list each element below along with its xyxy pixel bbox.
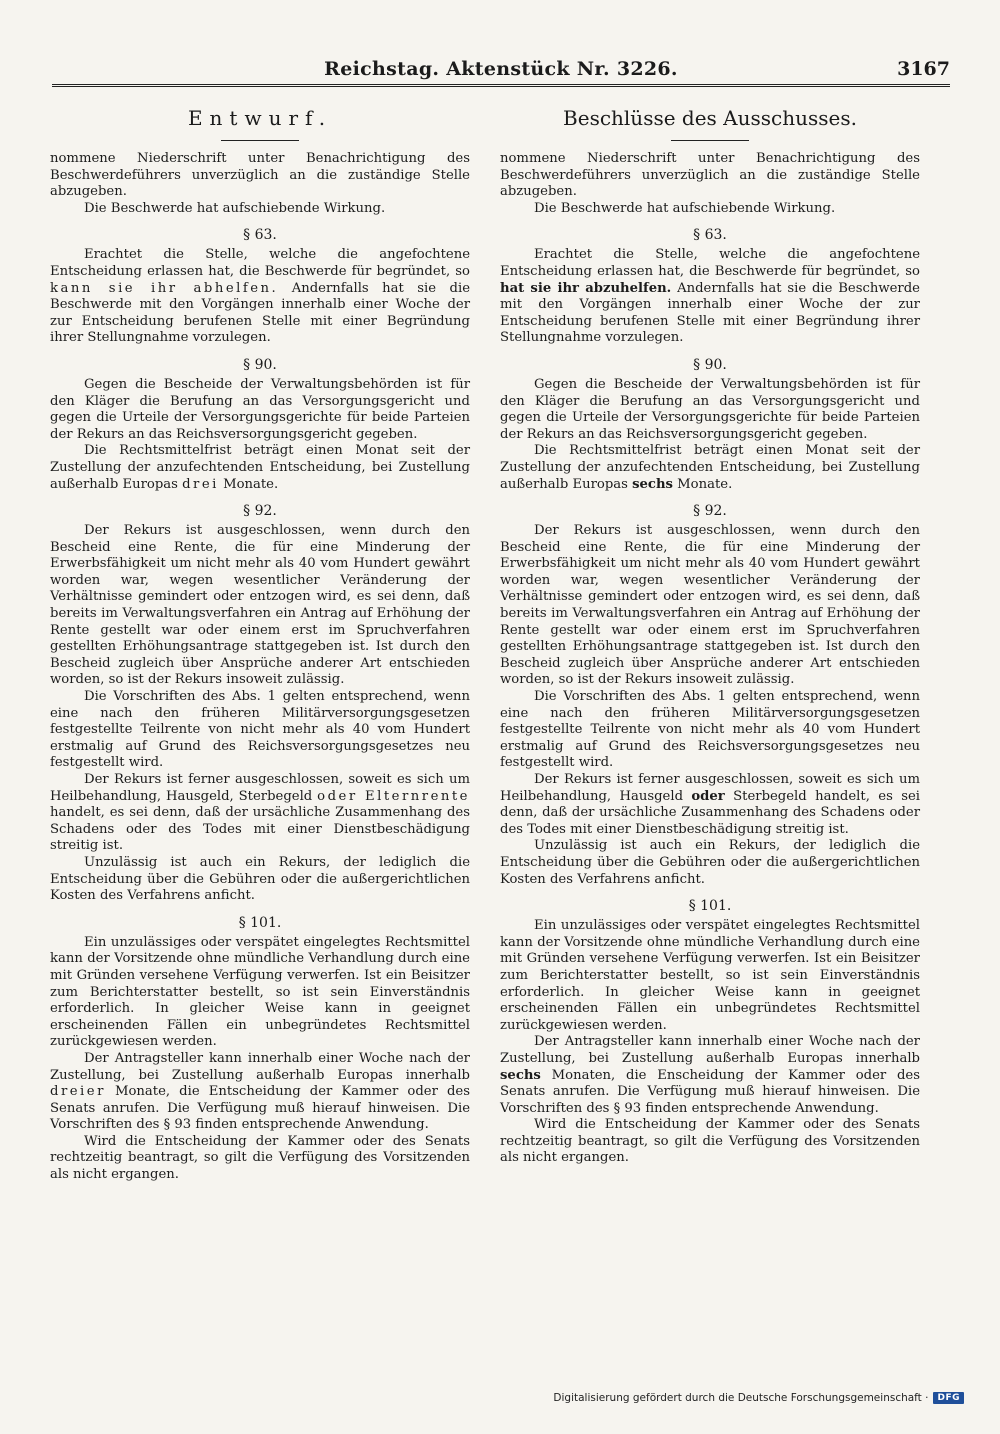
section-heading: § 101. <box>238 914 282 931</box>
emphasized-text: kann sie ihr abhelfen. <box>50 280 279 296</box>
paragraph: Die Beschwerde hat aufschiebende Wirkung. <box>534 200 836 216</box>
text-run: Monate. <box>672 476 733 492</box>
paragraph <box>50 247 470 347</box>
column-committee-resolutions <box>500 104 920 1167</box>
paragraph: Der Rekurs ist ausgeschlossen, wenn durch den Bescheid eine Rente, die für eine Minderung der Erwerbsfähigkeit um nicht mehr als 40 vom Hundert gewährt worden war, wegen wesentlicher Veränderung der Verhältnisse gemindert oder entzogen wird, es sei denn, daß bereits im Verwaltungsverfahren ein Antrag auf Erhöhung der Rente gestellt war oder einem erst im Spruchverfahren gestellten Erhöhungsantrage stattgegeben ist. Ist durch den Bescheid zugleich über Ansprüche anderer Art entschieden worden, so ist der Rekurs insoweit zulässig. <box>50 523 470 688</box>
paragraph <box>500 247 920 347</box>
bold-text: sechs <box>632 476 673 492</box>
text-run: Erachtet die Stelle, welche die angefochtene Entscheidung erlassen hat, die Beschwerde für begründet, so <box>500 247 920 279</box>
section-heading: § 90. <box>243 356 277 373</box>
column-draft <box>50 104 470 1184</box>
bold-text: hat sie ihr abzuhelfen. <box>500 280 672 296</box>
paragraph: Ein unzulässiges oder verspätet eingelegtes Rechtsmittel kann der Vorsitzende ohne mündliche Verhandlung durch eine mit Gründen versehene Verfügung verwerfen. Ist ein Beisitzer zum Berichterstatter bestellt, so ist sein Einverständnis erforderlich. In gleicher Weise kann in geeignet erscheinenden Fällen ein unbegründetes Rechtsmittel zurückgewiesen werden. <box>50 934 470 1050</box>
header-rule <box>52 84 950 87</box>
text-run: Monaten, die Enscheidung der Kammer oder des Senats anrufen. Die Verfügung muß hierauf hinweisen. Die Vorschriften des § 93 finden entsprechende Anwendung. <box>500 1067 920 1116</box>
emphasized-text: drei <box>182 476 219 492</box>
paragraph: Wird die Entscheidung der Kammer oder des Senats rechtzeitig beantragt, so gilt die Verfügung des Vorsitzenden als nicht ergangen. <box>500 1117 920 1166</box>
paragraph: Unzulässig ist auch ein Rekurs, der lediglich die Entscheidung über die Gebühren oder die außergerichtlichen Kosten des Verfahrens anficht. <box>500 838 920 887</box>
text-run: Der Antragsteller kann innerhalb einer Woche nach der Zustellung, bei Zustellung außerhalb Europas innerhalb <box>50 1050 470 1083</box>
text-run: Die Rechtsmittelfrist beträgt einen Monat seit der Zustellung der anzufechtenden Entscheidung, bei Zustellung außerhalb Europas <box>50 443 470 492</box>
paragraph <box>500 443 920 493</box>
paragraph: Die Vorschriften des Abs. 1 gelten entsprechend, wenn eine nach den früheren Militärversorgungsgesetzen festgestellte Teilrente von nicht mehr als 40 vom Hundert erstmalig auf Grund des Reichsversorgungsgesetzes neu festgestellt wird. <box>500 689 920 771</box>
text-run: Der Antragsteller kann innerhalb einer Woche nach der Zustellung, bei Zustellung außerhalb Europas innerhalb <box>500 1034 920 1066</box>
paragraph: Ein unzulässiges oder verspätet eingelegtes Rechtsmittel kann der Vorsitzende ohne mündliche Verhandlung durch eine mit Gründen versehene Verfügung verwerfen. Ist ein Beisitzer zum Berichterstatter bestellt, so ist sein Einverständnis erforderlich. In gleicher Weise kann in geeignet erscheinenden Fällen ein unbegründetes Rechtsmittel zurückgewiesen werden. <box>500 918 920 1033</box>
paragraph <box>50 772 470 855</box>
heading-rule <box>221 140 299 141</box>
section-heading: § 90. <box>693 356 727 373</box>
text-run: Andernfalls hat sie die Beschwerde mit den Vorgängen innerhalb einer Woche der zur Entscheidung berufenen Stelle mit einer Begründung ihrer Stellungnahme vorzulegen. <box>50 280 470 346</box>
paragraph <box>50 443 470 493</box>
paragraph: Unzulässig ist auch ein Rekurs, der lediglich die Entscheidung über die Gebühren oder die außergerichtlichen Kosten des Verfahrens anficht. <box>50 854 470 904</box>
paragraph: Der Rekurs ist ausgeschlossen, wenn durch den Bescheid eine Rente, die für eine Minderung der Erwerbsfähigkeit um nicht mehr als 40 vom Hundert gewährt worden war, wegen wesentlicher Veränderung der Verhältnisse gemindert oder entzogen wird, es sei denn, daß bereits im Verwaltungsverfahren ein Antrag auf Erhöhung der Rente gestellt war oder einem erst im Spruchverfahren gestellten Erhöhungsantrage stattgegeben ist. Ist durch den Bescheid zugleich über Ansprüche anderer Art entschieden worden, so ist der Rekurs insoweit zulässig. <box>500 523 920 688</box>
column-heading: Beschlüsse des Ausschusses. <box>563 106 857 130</box>
section-heading: § 101. <box>688 898 732 915</box>
paragraph <box>50 1051 470 1134</box>
running-title: Reichstag. Aktenstück Nr. 3226. <box>324 58 678 80</box>
paragraph: nommene Niederschrift unter Benachrichtigung des Beschwerdeführers unverzüglich an die zuständige Stelle abzugeben. <box>500 151 920 200</box>
bold-text: oder <box>691 788 725 804</box>
column-heading: Entwurf. <box>187 106 333 130</box>
text-run: Monate, die Entscheidung der Kammer oder des Senats anrufen. Die Verfügung muß hierauf hinweisen. Die Vorschriften des § 93 finden entsprechende Anwendung. <box>50 1084 470 1133</box>
paragraph <box>500 1034 920 1117</box>
paragraph: Die Vorschriften des Abs. 1 gelten entsprechend, wenn eine nach den früheren Militärversorgungsgesetzen festgestellte Teilrente von nicht mehr als 40 vom Hundert erstmalig auf Grund des Reichsversorgungsgesetzes neu festgestellt wird. <box>50 689 470 771</box>
bold-text: sechs <box>500 1067 541 1083</box>
digitization-credit <box>553 1392 964 1404</box>
page-header <box>52 58 950 88</box>
heading-rule <box>671 140 749 141</box>
paragraph <box>500 772 920 838</box>
text-run: Erachtet die Stelle, welche die angefochtene Entscheidung erlassen hat, die Beschwerde für begründet, so <box>50 247 470 279</box>
paragraph: Gegen die Bescheide der Verwaltungsbehörden ist für den Kläger die Berufung an das Versorgungsgericht und gegen die Urteile der Versorgungsgerichte für beide Parteien der Rekurs an das Reichsversorgungsgericht gegeben. <box>500 376 920 442</box>
text-run: Monate. <box>218 476 279 492</box>
text-run: Andernfalls hat sie die Beschwerde mit den Vorgängen innerhalb einer Woche der zur Entscheidung berufenen Stelle mit einer Begründung ihrer Stellungnahme vorzulegen. <box>500 280 920 346</box>
emphasized-text: dreier <box>50 1084 106 1100</box>
section-heading: § 92. <box>693 503 727 520</box>
credit-text: Digitalisierung gefördert durch die Deutsche Forschungsgemeinschaft · <box>553 1392 929 1404</box>
text-run: Sterbegeld handelt, es sei denn, daß der ursächliche Zusammenhang des Schadens oder des Todes mit einer Dienstbeschädigung streitig ist. <box>500 788 920 837</box>
section-heading: § 92. <box>243 503 277 520</box>
text-run: handelt, es sei denn, daß der ursächliche Zusammenhang des Schadens oder des Todes mit einer Dienstbeschädigung streitig ist. <box>50 805 470 854</box>
page-number: 3167 <box>897 58 950 80</box>
paragraph: Gegen die Bescheide der Verwaltungsbehörden ist für den Kläger die Berufung an das Versorgungsgericht und gegen die Urteile der Versorgungsgerichte für beide Parteien der Rekurs an das Reichsversorgungsgericht gegeben. <box>50 376 470 442</box>
text-run: Der Rekurs ist ferner ausgeschlossen, soweit es sich um Heilbehandlung, Hausgeld, Sterbegeld <box>50 772 470 804</box>
text-run: Der Rekurs ist ferner ausgeschlossen, soweit es sich um Heilbehandlung, Hausgeld <box>500 772 920 804</box>
section-heading: § 63. <box>693 227 727 244</box>
paragraph: Die Beschwerde hat aufschiebende Wirkung. <box>84 200 386 216</box>
paragraph: nommene Niederschrift unter Benachrichtigung des Beschwerdeführers unverzüglich an die zuständige Stelle abzugeben. <box>50 151 470 200</box>
column-separator <box>475 160 476 1330</box>
dfg-logo: DFG <box>933 1392 964 1404</box>
emphasized-text: oder Elternrente <box>317 788 470 804</box>
text-run: Die Rechtsmittelfrist beträgt einen Monat seit der Zustellung der anzufechtenden Entscheidung, bei Zustellung außerhalb Europas <box>500 443 920 492</box>
section-heading: § 63. <box>243 227 277 244</box>
paragraph: Wird die Entscheidung der Kammer oder des Senats rechtzeitig beantragt, so gilt die Verfügung des Vorsitzenden als nicht ergangen. <box>50 1133 470 1183</box>
